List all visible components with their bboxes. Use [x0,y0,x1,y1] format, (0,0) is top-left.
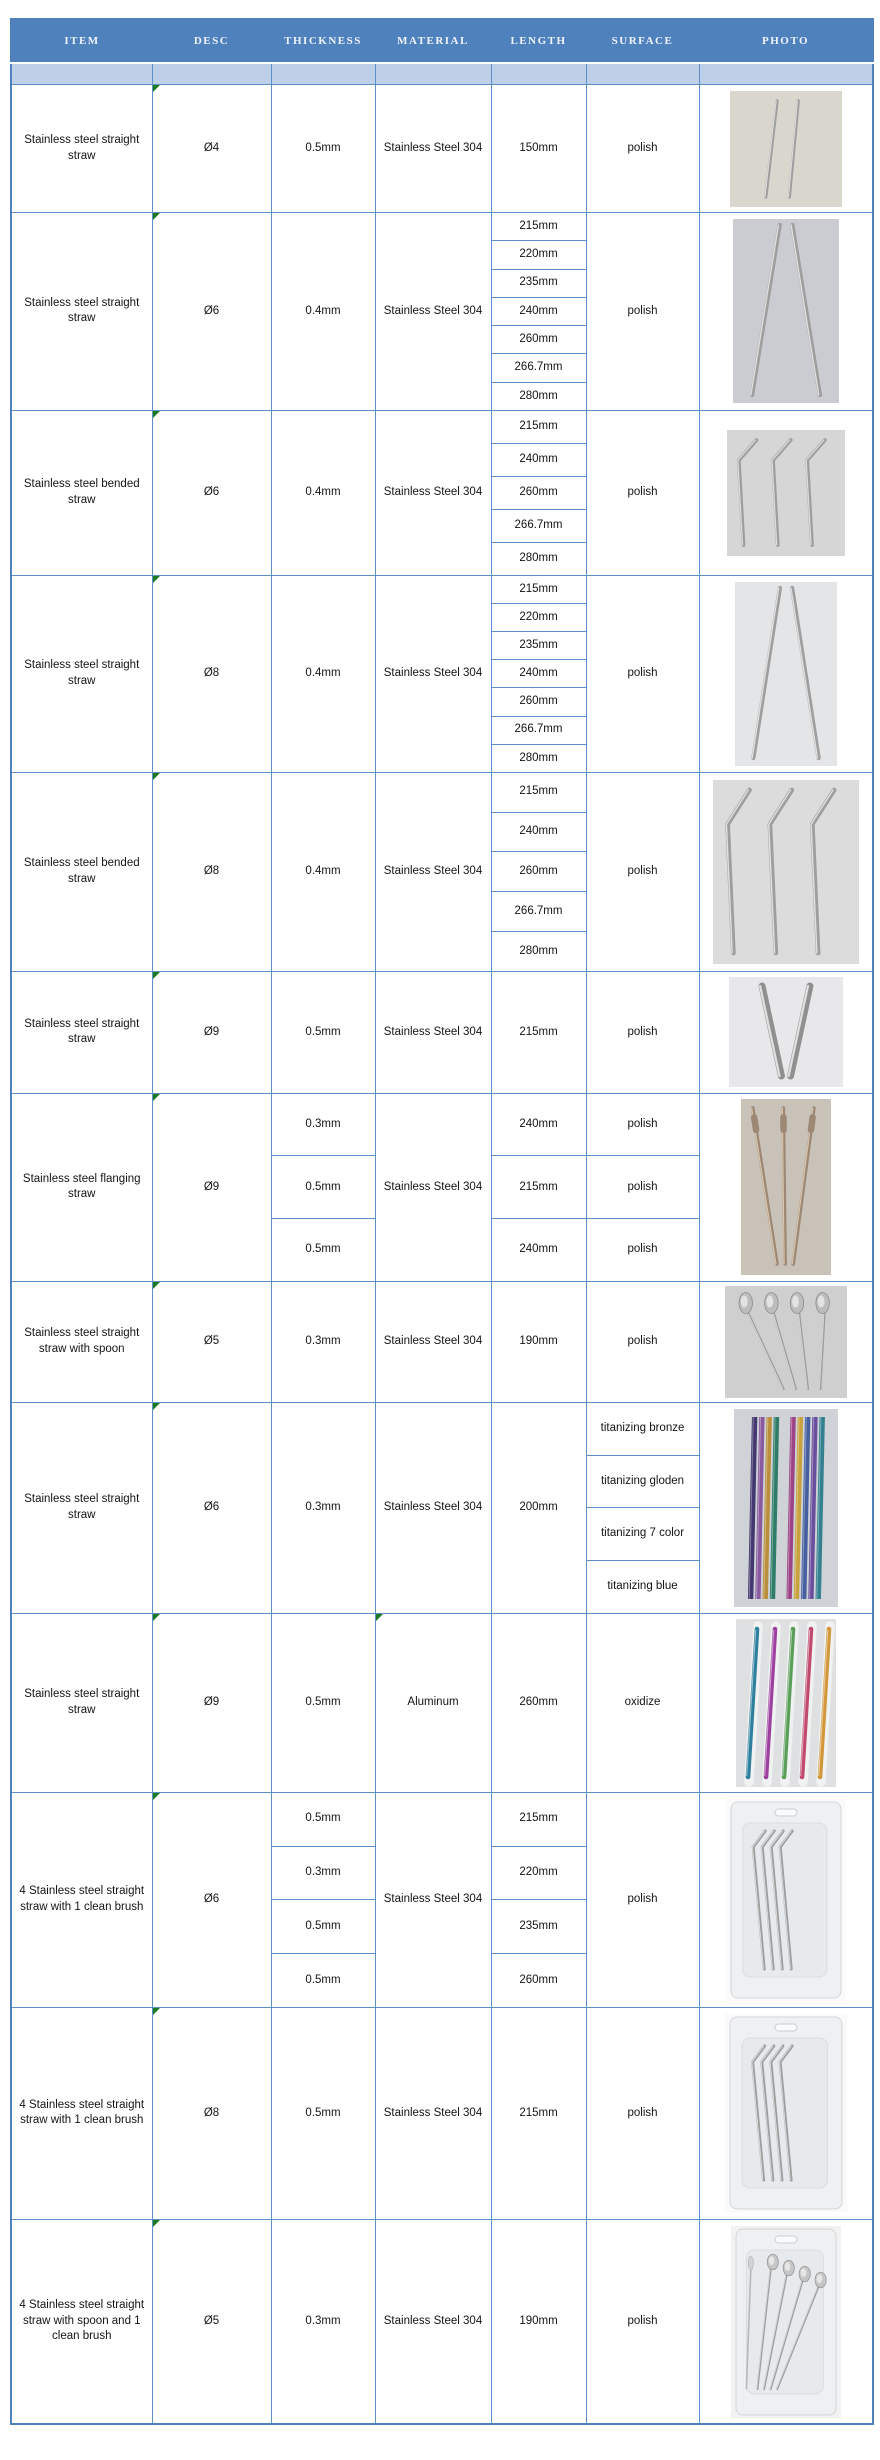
col-header-desc: DESC [152,19,271,63]
comment-marker-icon [153,1614,160,1621]
cell-photo [699,1402,873,1613]
cell-length: 215mm [491,1792,586,1846]
cell-length: 266.7mm [491,716,586,744]
cell-thickness: 0.5mm [271,1156,375,1219]
cell-thickness: 0.5mm [271,2007,375,2219]
product-photo [733,219,839,403]
product-photo [713,780,859,964]
cell-desc: Ø8 [152,575,271,772]
cell-desc: Ø6 [152,1792,271,2007]
col-header-item: ITEM [11,19,152,63]
cell-surface: polish [586,85,699,213]
cell-desc: Ø4 [152,85,271,213]
cell-item: 4 Stainless steel straight straw with 1 clean brush [11,2007,152,2219]
cell-desc: Ø6 [152,1402,271,1613]
cell-desc: Ø6 [152,213,271,411]
cell-material: Stainless Steel 304 [375,213,491,411]
cell-photo [699,1281,873,1402]
product-photo [725,2014,847,2212]
cell-thickness: 0.4mm [271,213,375,411]
cell-length: 240mm [491,812,586,852]
cell-length: 240mm [491,1219,586,1282]
cell-desc: Ø5 [152,1281,271,1402]
cell-length: 260mm [491,852,586,892]
cell-photo [699,213,873,411]
cell-length: 190mm [491,2219,586,2424]
cell-surface: oxidize [586,1613,699,1792]
cell-length: 215mm [491,575,586,603]
product-photo [730,91,842,207]
cell-item: 4 Stainless steel straight straw with spoon and 1 clean brush [11,2219,152,2424]
cell-item: Stainless steel bended straw [11,772,152,971]
cell-surface: polish [586,971,699,1093]
cell-item: Stainless steel straight straw [11,1402,152,1613]
col-header-length: LENGTH [491,19,586,63]
product-photo [725,1286,847,1398]
product-photo [741,1099,831,1275]
subheader-cell [491,63,586,85]
cell-item: Stainless steel flanging straw [11,1093,152,1281]
subheader-cell [375,63,491,85]
cell-surface: polish [586,575,699,772]
cell-photo [699,1613,873,1792]
subheader-cell [699,63,873,85]
cell-length: 235mm [491,1900,586,1954]
subheader-cell [152,63,271,85]
product-row-8 [11,1281,873,1402]
product-row-9-sub-1 [11,1402,873,1455]
product-photo [727,430,845,556]
cell-length: 215mm [491,2007,586,2219]
cell-photo [699,575,873,772]
comment-marker-icon [153,773,160,780]
cell-surface: polish [586,1281,699,1402]
cell-photo [699,2007,873,2219]
cell-thickness: 0.5mm [271,85,375,213]
cell-photo [699,1093,873,1281]
cell-length: 266.7mm [491,509,586,542]
cell-thickness: 0.5mm [271,971,375,1093]
cell-length: 220mm [491,1846,586,1900]
cell-surface: polish [586,410,699,575]
cell-length: 215mm [491,213,586,241]
product-photo [736,1619,836,1787]
col-header-surface: SURFACE [586,19,699,63]
cell-length: 240mm [491,443,586,476]
comment-marker-icon [153,2220,160,2227]
cell-length: 190mm [491,1281,586,1402]
comment-marker-icon [153,85,160,92]
product-photo [734,1409,838,1607]
product-row-11-sub-1 [11,1792,873,1846]
cell-material: Stainless Steel 304 [375,772,491,971]
cell-length: 260mm [491,688,586,716]
cell-surface: titanizing blue [586,1561,699,1614]
product-photo [726,1799,846,2001]
comment-marker-icon [153,213,160,220]
cell-item: 4 Stainless steel straight straw with 1 clean brush [11,1792,152,2007]
cell-material: Stainless Steel 304 [375,410,491,575]
product-row-13 [11,2219,873,2424]
cell-desc: Ø8 [152,2007,271,2219]
cell-desc: Ø9 [152,971,271,1093]
cell-item: Stainless steel straight straw [11,213,152,411]
cell-material: Stainless Steel 304 [375,971,491,1093]
cell-surface: polish [586,1792,699,2007]
cell-thickness: 0.3mm [271,1281,375,1402]
cell-length: 266.7mm [491,892,586,932]
cell-length: 220mm [491,241,586,269]
comment-marker-icon [376,1614,383,1621]
comment-marker-icon [153,411,160,418]
product-photo [735,582,837,766]
comment-marker-icon [153,1282,160,1289]
comment-marker-icon [153,1403,160,1410]
cell-desc: Ø6 [152,410,271,575]
cell-material: Aluminum [375,1613,491,1792]
cell-length: 240mm [491,660,586,688]
cell-surface: polish [586,772,699,971]
cell-material: Stainless Steel 304 [375,2219,491,2424]
cell-thickness: 0.3mm [271,2219,375,2424]
cell-photo [699,1792,873,2007]
cell-length: 280mm [491,382,586,410]
comment-marker-icon [153,972,160,979]
comment-marker-icon [153,576,160,583]
product-photo [729,977,843,1087]
cell-length: 235mm [491,632,586,660]
cell-length: 215mm [491,410,586,443]
subheader-cell [11,63,152,85]
product-row-4-sub-1 [11,575,873,603]
cell-length: 280mm [491,744,586,772]
cell-thickness: 0.3mm [271,1402,375,1613]
cell-material: Stainless Steel 304 [375,575,491,772]
cell-item: Stainless steel bended straw [11,410,152,575]
cell-item: Stainless steel straight straw [11,575,152,772]
cell-desc: Ø9 [152,1613,271,1792]
subheader-cell [586,63,699,85]
cell-material: Stainless Steel 304 [375,1792,491,2007]
cell-surface: polish [586,1219,699,1282]
cell-desc: Ø5 [152,2219,271,2424]
cell-thickness: 0.5mm [271,1792,375,1846]
cell-item: Stainless steel straight straw [11,971,152,1093]
cell-length: 240mm [491,297,586,325]
cell-thickness: 0.5mm [271,1613,375,1792]
cell-surface: titanizing 7 color [586,1508,699,1561]
cell-length: 260mm [491,476,586,509]
cell-photo [699,971,873,1093]
col-header-photo: PHOTO [699,19,873,63]
table-body [11,85,873,2425]
product-photo [731,2226,841,2418]
product-row-2-sub-1 [11,213,873,241]
cell-surface: polish [586,1156,699,1219]
cell-thickness: 0.3mm [271,1846,375,1900]
cell-material: Stainless Steel 304 [375,1281,491,1402]
table-header [11,19,873,85]
subheader-row [11,63,873,85]
product-row-6 [11,971,873,1093]
cell-surface: polish [586,2007,699,2219]
comment-marker-icon [153,1094,160,1101]
cell-surface: titanizing gloden [586,1455,699,1508]
cell-thickness: 0.5mm [271,1954,375,2008]
cell-length: 215mm [491,1156,586,1219]
cell-length: 215mm [491,971,586,1093]
cell-length: 280mm [491,932,586,972]
cell-surface: polish [586,1093,699,1156]
cell-length: 220mm [491,604,586,632]
cell-material: Stainless Steel 304 [375,1093,491,1281]
cell-item: Stainless steel straight straw [11,85,152,213]
cell-surface: polish [586,213,699,411]
product-row-5-sub-1 [11,772,873,812]
cell-length: 260mm [491,326,586,354]
cell-length: 240mm [491,1093,586,1156]
cell-surface: titanizing bronze [586,1402,699,1455]
cell-thickness: 0.5mm [271,1219,375,1282]
product-row-7-sub-1 [11,1093,873,1156]
cell-surface: polish [586,2219,699,2424]
cell-thickness: 0.3mm [271,1093,375,1156]
product-spec-sheet [10,18,872,2425]
cell-length: 260mm [491,1954,586,2008]
cell-desc: Ø8 [152,772,271,971]
product-table [10,18,874,2425]
cell-length: 260mm [491,1613,586,1792]
cell-length: 150mm [491,85,586,213]
product-row-3-sub-1 [11,410,873,443]
cell-desc: Ø9 [152,1093,271,1281]
cell-material: Stainless Steel 304 [375,2007,491,2219]
col-header-material: MATERIAL [375,19,491,63]
cell-thickness: 0.4mm [271,575,375,772]
product-row-12 [11,2007,873,2219]
cell-photo [699,85,873,213]
cell-material: Stainless Steel 304 [375,1402,491,1613]
cell-length: 280mm [491,542,586,575]
cell-photo [699,410,873,575]
cell-thickness: 0.5mm [271,1900,375,1954]
cell-photo [699,772,873,971]
cell-length: 215mm [491,772,586,812]
cell-thickness: 0.4mm [271,410,375,575]
cell-item: Stainless steel straight straw [11,1613,152,1792]
col-header-thickness: THICKNESS [271,19,375,63]
comment-marker-icon [153,2008,160,2015]
cell-item: Stainless steel straight straw with spoon [11,1281,152,1402]
cell-photo [699,2219,873,2424]
cell-length: 200mm [491,1402,586,1613]
product-row-1 [11,85,873,213]
cell-length: 266.7mm [491,354,586,382]
header-row [11,19,873,63]
comment-marker-icon [153,1793,160,1800]
product-row-10 [11,1613,873,1792]
subheader-cell [271,63,375,85]
cell-length: 235mm [491,269,586,297]
cell-material: Stainless Steel 304 [375,85,491,213]
cell-thickness: 0.4mm [271,772,375,971]
